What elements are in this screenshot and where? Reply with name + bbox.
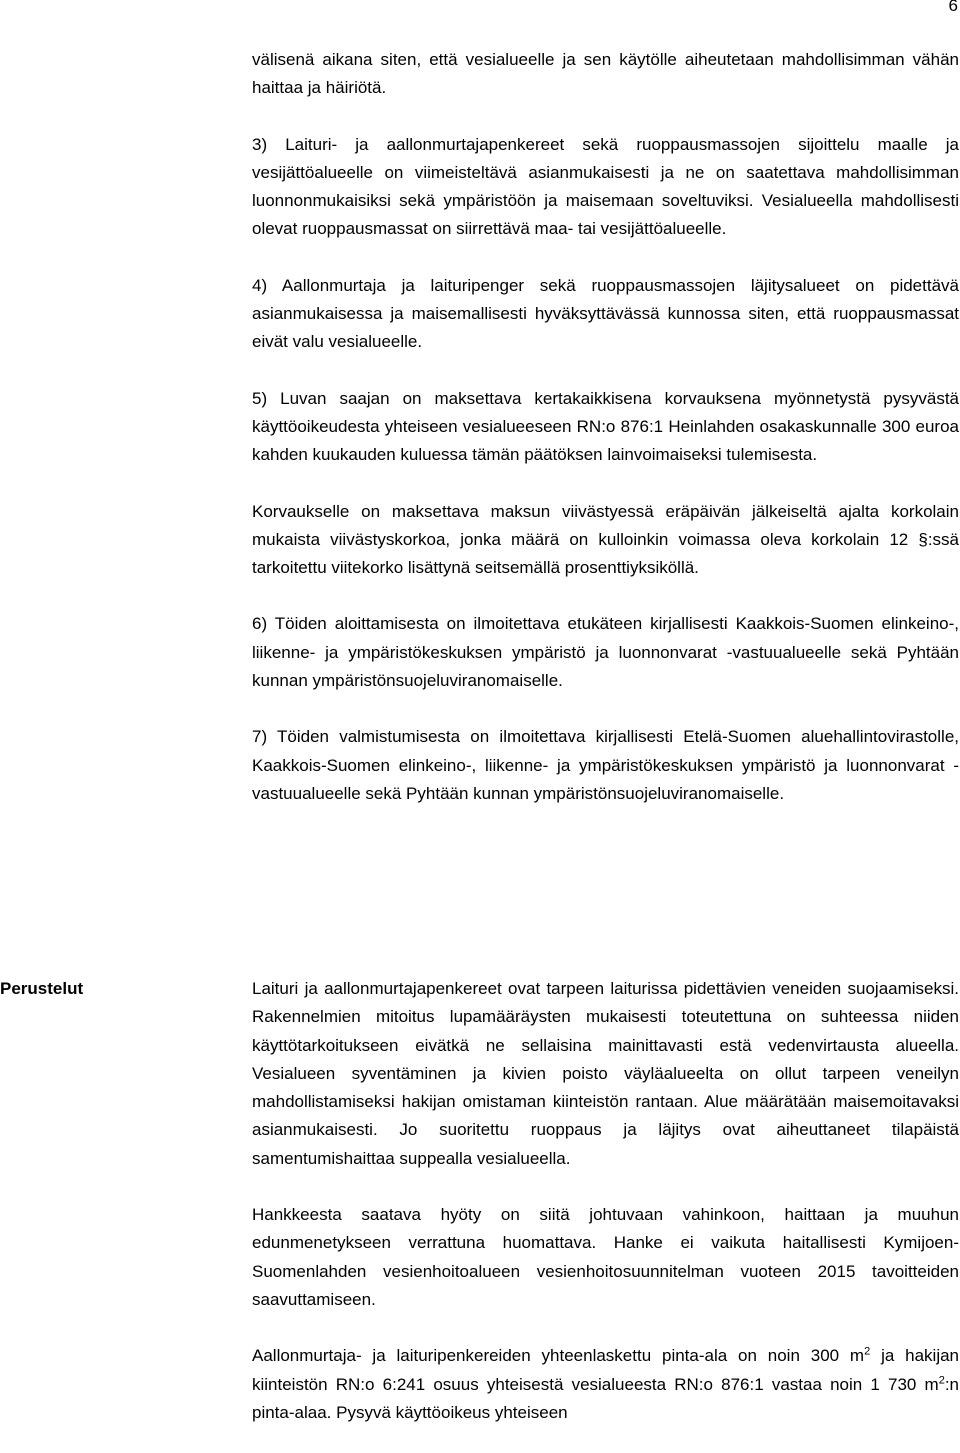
- perustelut-body: [252, 975, 959, 1427]
- compensation-interest-paragraph: Korvaukselle on maksettava maksun viivästyessä eräpäivän jälkeiseltä ajalta korkolain mukaista viivästyskorkoa, jonka määrä on kulloinkin voimassa oleva korkolain 12 §:ssä tarkoitettu viitekorko lisättynä seitsemällä prosenttiyksiköllä.: [252, 501, 959, 578]
- area-superscript-1: 2: [864, 1345, 871, 1358]
- condition-3-paragraph: 3) Laituri- ja aallonmurtajapenkereet sekä ruoppausmassojen sijoittelu maalle ja vesijättöalueelle on viimeisteltävä asianmukaisesti ja ne on saatettava mahdollisimman luonnonmukaisiksi sekä ympäristöön ja maisemaan soveltuviksi. Vesialueella mahdollisesti olevat ruoppausmassat on siirrettävä maa- tai vesijättöalueelle.: [252, 134, 959, 239]
- page-number: 6: [948, 0, 958, 15]
- area-text-part-2: ja hakijan kiinteistön RN:o 6:241 osuus yhteisestä vesialueesta RN:o 876:1 vastaa noin 1 730 m: [252, 1346, 959, 1394]
- condition-7-paragraph: 7) Töiden valmistumisesta on ilmoitettava kirjallisesti Etelä-Suomen aluehallintovirastolle, Kaakkois-Suomen elinkeino-, liikenne- ja ympäristökeskuksen ympäristö ja luonnonvarat -vastuualueelle sekä Pyhtään kunnan ympäristönsuojeluviranomaiselle.: [252, 727, 959, 803]
- section-heading-perustelut: Perustelut: [0, 979, 84, 998]
- condition-paragraph-continuation: välisenä aikana siten, että vesialueelle ja sen käytölle aiheutetaan mahdollisimman vähän haittaa ja häiriötä.: [252, 50, 959, 98]
- condition-5-paragraph: 5) Luvan saajan on maksettava kertakaikkisena korvauksena myönnetystä pysyvästä käyttöoikeudesta yhteiseen vesialueeseen RN:o 876:1 Heinlahden osakaskunnalle 300 euroa kahden kuukauden kuluessa tämän päätöksen lainvoimaiseksi tulemisesta.: [252, 388, 959, 465]
- condition-6-paragraph: 6) Töiden aloittamisesta on ilmoitettava etukäteen kirjallisesti Kaakkois-Suomen elinkeino-, liikenne- ja ympäristökeskuksen ympäristö ja luonnonvarat -vastuualueelle sekä Pyhtään kunnan ympäristönsuojeluviranomaiselle.: [252, 614, 959, 691]
- area-text-part-3: :n pinta-alaa. Pysyvä käyttöoikeus yhteiseen: [252, 1374, 959, 1422]
- area-superscript-2: 2: [938, 1373, 945, 1386]
- decision-conditions: [252, 46, 959, 808]
- area-text-part-1: Aallonmurtaja- ja laituripenkereiden yhteenlaskettu pinta-ala on noin 300 m: [252, 1346, 865, 1366]
- perustelut-paragraph-2: Hankkeesta saatava hyöty on siitä johtuvaan vahinkoon, haittaan ja muuhun edunmenetykseen verrattuna huomattava. Hanke ei vaikuta haitallisesti Kymijoen-Suomenlahden vesienhoitoalueen vesienhoitosuunnitelman vuoteen 2015 tavoitteiden saavuttamiseen.: [252, 1205, 959, 1309]
- condition-4-paragraph: 4) Aallonmurtaja ja laituripenger sekä ruoppausmassojen läjitysalueet on pidettävä asianmukaisessa ja maisemallisesti hyväksyttävässä kunnossa siten, että ruoppausmassat eivät valu vesialueelle.: [252, 275, 959, 352]
- perustelut-paragraph-1: Laituri ja aallonmurtajapenkereet ovat tarpeen laiturissa pidettävien veneiden suojaamiseksi. Rakennelmien mitoitus lupamääräysten mukaisesti toteutettuna on suhteessa niiden käyttötarkoitukseen eivätkä ne sellaisina mainittavasti estä vedenvirtausta alueella. Vesialueen syventäminen ja kivien poisto väyläalueelta on ollut tarpeen veneilyn mahdollistamiseksi hakijan omistaman kiinteistön rantaan. Alue määrätään maisemoitavaksi asianmukaisesti. Jo suoritettu ruoppaus ja läjitys ovat aiheuttaneet tilapäistä samentumishaittaa suppealla vesialueella.: [252, 979, 959, 1168]
- perustelut-area-paragraph: [252, 1342, 959, 1427]
